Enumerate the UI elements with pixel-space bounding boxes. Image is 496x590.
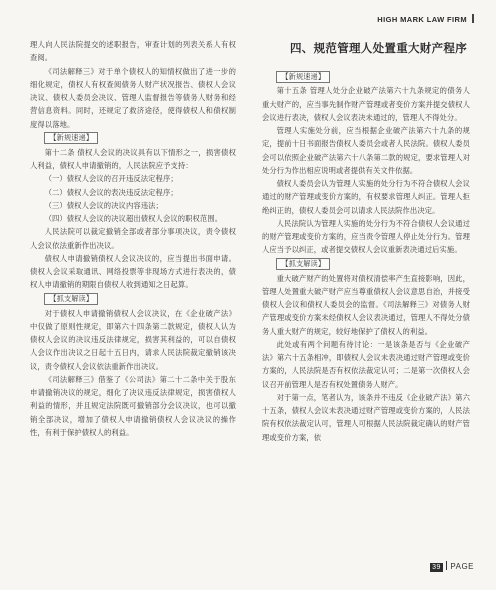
section-title: 四、规范管理人处置重大财产程序	[290, 41, 467, 55]
paragraph: 第十二条 债权人会议的决议具有以下情形之一，损害债权人利益，债权人申请撤销的，人民法院应予支持：	[30, 147, 236, 170]
paragraph: 对于第一点，笔者认为，该条并不违反《企业破产法》第六十五条，债权人会议未表决通过财产管理或变价方案的，人民法院有权依法裁定认可，管理人可根据人民法院裁定确认的财产管理或变价方案，依	[262, 392, 470, 442]
left-column	[30, 38, 236, 439]
list-item: （三）债权人会议的决议内容违法；	[44, 200, 163, 210]
paragraph: 人民法院认为管理人实施的处分行为不符合债权人会议通过的财产管理或变价方案的，应当责令管理人停止处分行为。管理人应当予以纠正，或者提交债权人会议重新表决通过后实施。	[262, 218, 470, 255]
section-tag: 【抓支解读】	[276, 258, 330, 270]
paragraph: 重大破产财产的处置将对债权清偿率产生直接影响，因此，管理人处置重大破产财产应当尊重债权人会议意思自治，并接受债权人会议和债权人委员会的监督。《司法解释三》对债务人财产管理或变价方案未经债权人会议表决通过，管理人不得处分债务人重大财产的规定，较好地保护了债权人的利益。	[262, 273, 470, 336]
paragraph: 理人向人民法院提交的述职报告，审查计划的列表关系人有权查阅。	[30, 40, 236, 63]
section-tag: 【新规速递】	[276, 71, 330, 83]
list-item: （四）债权人会议的决议超出债权人会议的职权范围。	[44, 214, 223, 223]
paragraph: 此处或有两个问题有待讨论：一是该条是否与《企业破产法》第六十五条相冲，即债权人会议未表决通过财产管理或变价方案的，人民法院是否有权依法裁定认可；二是第一次债权人会议召开前管理人是否有权处置债务人财产。	[262, 339, 470, 389]
page-header	[0, 0, 496, 40]
header-divider	[472, 14, 474, 23]
paragraph: 对于债权人申请撤销债权人会议决议，在《企业破产法》中仅做了原则性规定，即第六十四条第二款规定，债权人认为债权人会议的决议违反法律规定，损害其利益的，可以自债权人会议作出决议之日起十五日内，请求人民法院裁定撤销该决议，责令债权人会议依法重新作出决议。	[30, 308, 236, 371]
page-number: 39	[432, 564, 441, 571]
list-item: （二）债权人会议的表决违反法定程序；	[44, 187, 178, 197]
page-footer	[430, 561, 474, 572]
footer-divider	[446, 561, 448, 570]
paragraph: 《司法解释三》对于单个债权人的知情权做出了进一步的细化规定，债权人有权查阅债务人财产状况报告、债权人会议决议、债权人委员会决议、管理人监督报告等债务人财务和经营信息资料。同时，还规定了救济途径，使得债权人和债权制度得以落地。	[30, 66, 236, 129]
paragraph: 债权人委员会认为管理人实施的处分行为不符合债权人会议通过的财产管理或变价方案的，有权要求管理人纠正。管理人拒绝纠正的，债权人委员会可以请求人民法院作出决定。	[262, 179, 470, 215]
firm-name: HIGH MARK LAW FIRM	[377, 14, 474, 24]
paragraph: 债权人申请撤销债权人会议决议的，应当提出书面申请。债权人会议采取通讯、网络投票等非现场方式进行表决的，债权人申请撤销的期限自债权人收到通知之日起算。	[30, 253, 236, 290]
right-column	[262, 38, 470, 444]
list-item: （一）债权人会议的召开违反法定程序；	[44, 174, 178, 184]
paragraph: 第十五条 管理人处分企业破产法第六十九条规定的债务人重大财产的，应当事先制作财产管理或者变价方案并提交债权人会议进行表决，债权人会议表决未通过的，管理人不得处分。	[262, 86, 470, 122]
paragraph: 管理人实施处分前，应当根据企业破产法第六十九条的规定，提前十日书面报告债权人委员会或者人民法院。债权人委员会可以依照企业破产法第六十八条第二款的规定，要求管理人对处分行为作出相应说明或者提供有关文件依据。	[262, 126, 470, 175]
page-label: PAGE	[450, 562, 474, 571]
paragraph: 《司法解释三》借鉴了《公司法》第二十二条中关于股东申请撤销决议的规定，细化了决议违反法律规定，损害债权人利益的情形，并且规定法院既可撤销部分会议决议，也可以撤销全部决议，增加了债权人申请撤销债权人会议决议的操作性，有利于保护债权人的利益。	[30, 374, 236, 437]
section-tag: 【抓支解读】	[44, 293, 98, 305]
paragraph: 人民法院可以裁定撤销全部或者部分事项决议，责令债权人会议依法重新作出决议。	[30, 227, 236, 250]
section-tag: 【新规速递】	[44, 132, 98, 144]
